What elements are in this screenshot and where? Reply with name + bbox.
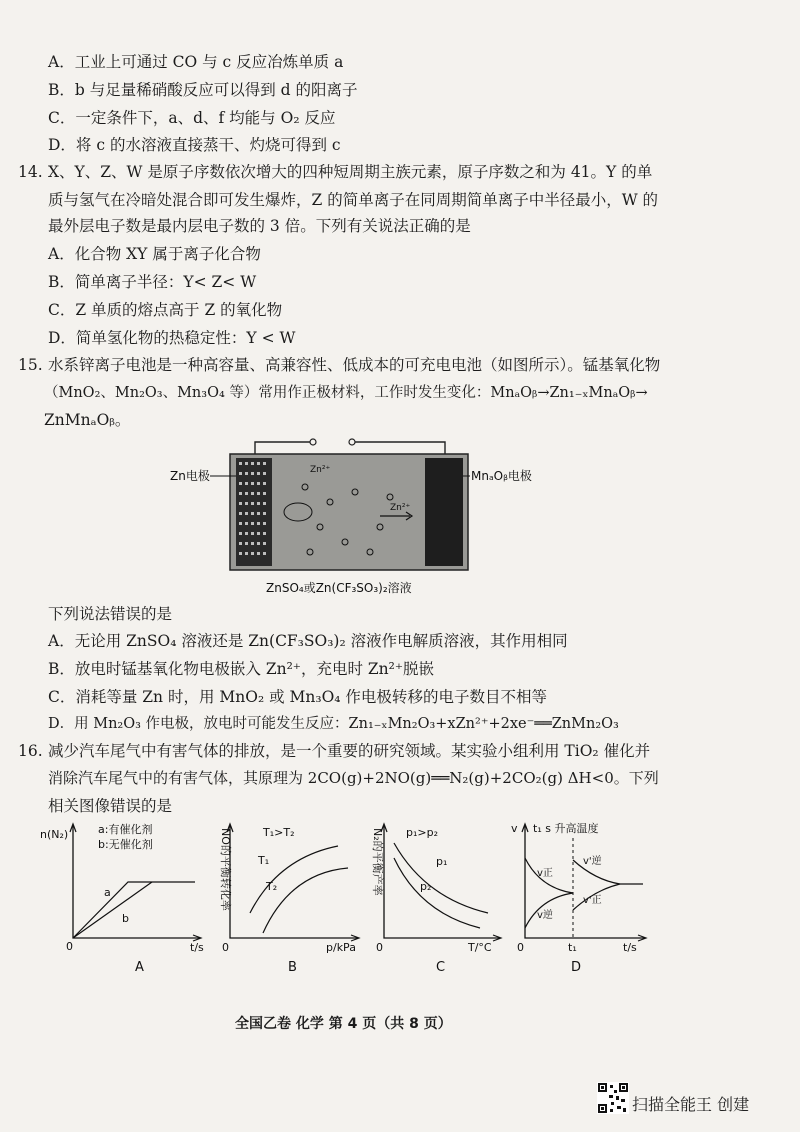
- q14-option-d: D．简单氢化物的热稳定性：Y < W: [48, 329, 296, 347]
- graph-d-t1: t₁: [568, 941, 577, 954]
- graph-d-origin: 0: [517, 941, 524, 954]
- graph-c-caption: C: [436, 960, 446, 975]
- q14-option-c: C．Z 单质的熔点高于 Z 的氧化物: [48, 301, 283, 319]
- graph-a-origin: 0: [66, 940, 73, 953]
- terminal-right: [349, 439, 355, 445]
- qr-code-icon: [597, 1082, 629, 1114]
- q14-stem-line1: X、Y、Z、W 是原子序数依次增大的四种短周期主族元素，原子序数之和为 41。Y 的单: [48, 163, 653, 181]
- terminal-left: [310, 439, 316, 445]
- graph-a-curve-b-label: b: [122, 912, 129, 925]
- q14-number: 14.: [18, 163, 43, 181]
- graph-d-vrev-label: v逆: [537, 910, 553, 921]
- page-footer: 全国乙卷 化学 第 4 页（共 8 页）: [235, 1016, 452, 1032]
- graph-d: [505, 818, 655, 978]
- graph-c-origin: 0: [376, 941, 383, 954]
- q15-number: 15.: [18, 356, 43, 374]
- graph-d-vfwd2-label: v'正: [583, 895, 602, 906]
- q15-option-b: B．放电时锰基氧化物电极嵌入 Zn²⁺，充电时 Zn²⁺脱嵌: [48, 660, 435, 678]
- q13-option-b: B．b 与足量稀硝酸反应可以得到 d 的阳离子: [48, 81, 358, 99]
- q15-option-a: A．无论用 ZnSO₄ 溶液还是 Zn(CF₃SO₃)₂ 溶液作电解质溶液，其作用相同: [48, 632, 568, 650]
- electrolyte-label: ZnSO₄或Zn(CF₃SO₃)₂溶液: [266, 581, 412, 595]
- graph-b-xlabel: p/kPa: [326, 941, 356, 954]
- graph-b-ylabel: NO的平衡转化率: [219, 828, 232, 911]
- graph-d-note: t₁ s 升高温度: [533, 822, 599, 835]
- q15-stem-line1: 水系锌离子电池是一种高容量、高兼容性、低成本的可充电电池（如图所示）。锰基氧化物: [48, 356, 661, 374]
- graph-c-curve-p1: [394, 843, 488, 913]
- q14-stem-line3: 最外层电子数是最内层电子数的 3 倍。下列有关说法正确的是: [48, 217, 471, 235]
- graph-d-caption: D: [571, 960, 582, 975]
- graph-b-note: T₁>T₂: [263, 826, 295, 839]
- graph-a-xlabel: t/s: [190, 941, 204, 954]
- graph-a-curve-a: [73, 882, 195, 938]
- graph-a-caption: A: [135, 960, 144, 975]
- q15-stem-line2: （MnO₂、Mn₂O₃、Mn₃O₄ 等）常用作正极材料，工作时发生变化：MnₐOᵦ→Zn₁₋ₓMnₐOᵦ→: [44, 385, 648, 401]
- graph-a-legend-a: a:有催化剂: [98, 823, 153, 836]
- q16-stem-line3: 相关图像错误的是: [48, 797, 173, 815]
- battery-diagram: [170, 432, 532, 604]
- graph-d-xlabel: t/s: [623, 941, 637, 954]
- graph-d-vfwd-label: v正: [537, 868, 553, 879]
- graph-c-note: p₁>p₂: [406, 826, 439, 839]
- graph-b-caption: B: [288, 960, 297, 975]
- graph-c-ylabel: N₂的平衡产率: [371, 828, 384, 896]
- graph-b-origin: 0: [222, 941, 229, 954]
- graph-c-curve-p1-label: p₁: [436, 855, 448, 868]
- q14-stem-line2: 质与氢气在冷暗处混合即可发生爆炸，Z 的简单离子在同周期简单离子中半径最小，W 的: [48, 191, 659, 209]
- q15-prompt: 下列说法错误的是: [48, 605, 173, 623]
- q13-option-d: D．将 c 的水溶液直接蒸干、灼烧可得到 c: [48, 136, 341, 154]
- q13-option-a: A．工业上可通过 CO 与 c 反应冶炼单质 a: [48, 53, 344, 71]
- mn-electrode-label: MnₐOᵦ电极: [471, 469, 532, 483]
- mn-electrode: [425, 458, 463, 566]
- graph-b-curve-t2-label: T₂: [266, 880, 278, 893]
- q15-option-c: C．消耗等量 Zn 时，用 MnO₂ 或 Mn₃O₄ 作电极转移的电子数目不相等: [48, 688, 547, 706]
- zn-electrode-label: Zn电极: [170, 469, 210, 483]
- graph-b-curve-t1-label: T₁: [258, 854, 270, 867]
- graph-c-xlabel: T/°C: [468, 941, 492, 954]
- q16-stem-line1: 减少汽车尾气中有害气体的排放，是一个重要的研究领域。某实验小组利用 TiO₂ 催化并: [48, 742, 651, 760]
- graph-a-ylabel: n(N₂): [40, 828, 69, 841]
- q13-option-c: C．一定条件下，a、d、f 均能与 O₂ 反应: [48, 109, 336, 127]
- graph-a-legend-b: b:无催化剂: [98, 838, 153, 851]
- q16-number: 16.: [18, 742, 43, 760]
- q14-option-a: A．化合物 XY 属于离子化合物: [48, 245, 261, 263]
- scanner-watermark: 扫描全能王 创建: [632, 1095, 750, 1114]
- ion-label: Zn²⁺: [310, 465, 331, 475]
- graph-a-curve-a-label: a: [104, 886, 111, 899]
- graph-c: [360, 818, 510, 978]
- graph-d-vrev2-label: v'逆: [583, 856, 602, 867]
- graph-c-curve-p2: [394, 858, 480, 928]
- graph-c-curve-p2-label: p₂: [420, 880, 432, 893]
- graph-b: [208, 818, 368, 978]
- q14-option-b: B．简单离子半径：Y< Z< W: [48, 273, 257, 291]
- q15-stem-line3: ZnMnₐOᵦ。: [44, 411, 131, 429]
- graph-a: [40, 818, 210, 978]
- graph-d-ylabel: v: [511, 822, 518, 835]
- ion-label-2: Zn²⁺: [390, 503, 411, 513]
- graph-a-curve-b: [73, 882, 152, 938]
- q16-stem-line2: 消除汽车尾气中的有害气体，其原理为 2CO(g)+2NO(g)══N₂(g)+2CO₂(g) ΔH<0。下列: [48, 769, 659, 787]
- q15-option-d: D．用 Mn₂O₃ 作电极，放电时可能发生反应：Zn₁₋ₓMn₂O₃+xZn²⁺+2xe⁻══ZnMn₂O₃: [48, 716, 619, 732]
